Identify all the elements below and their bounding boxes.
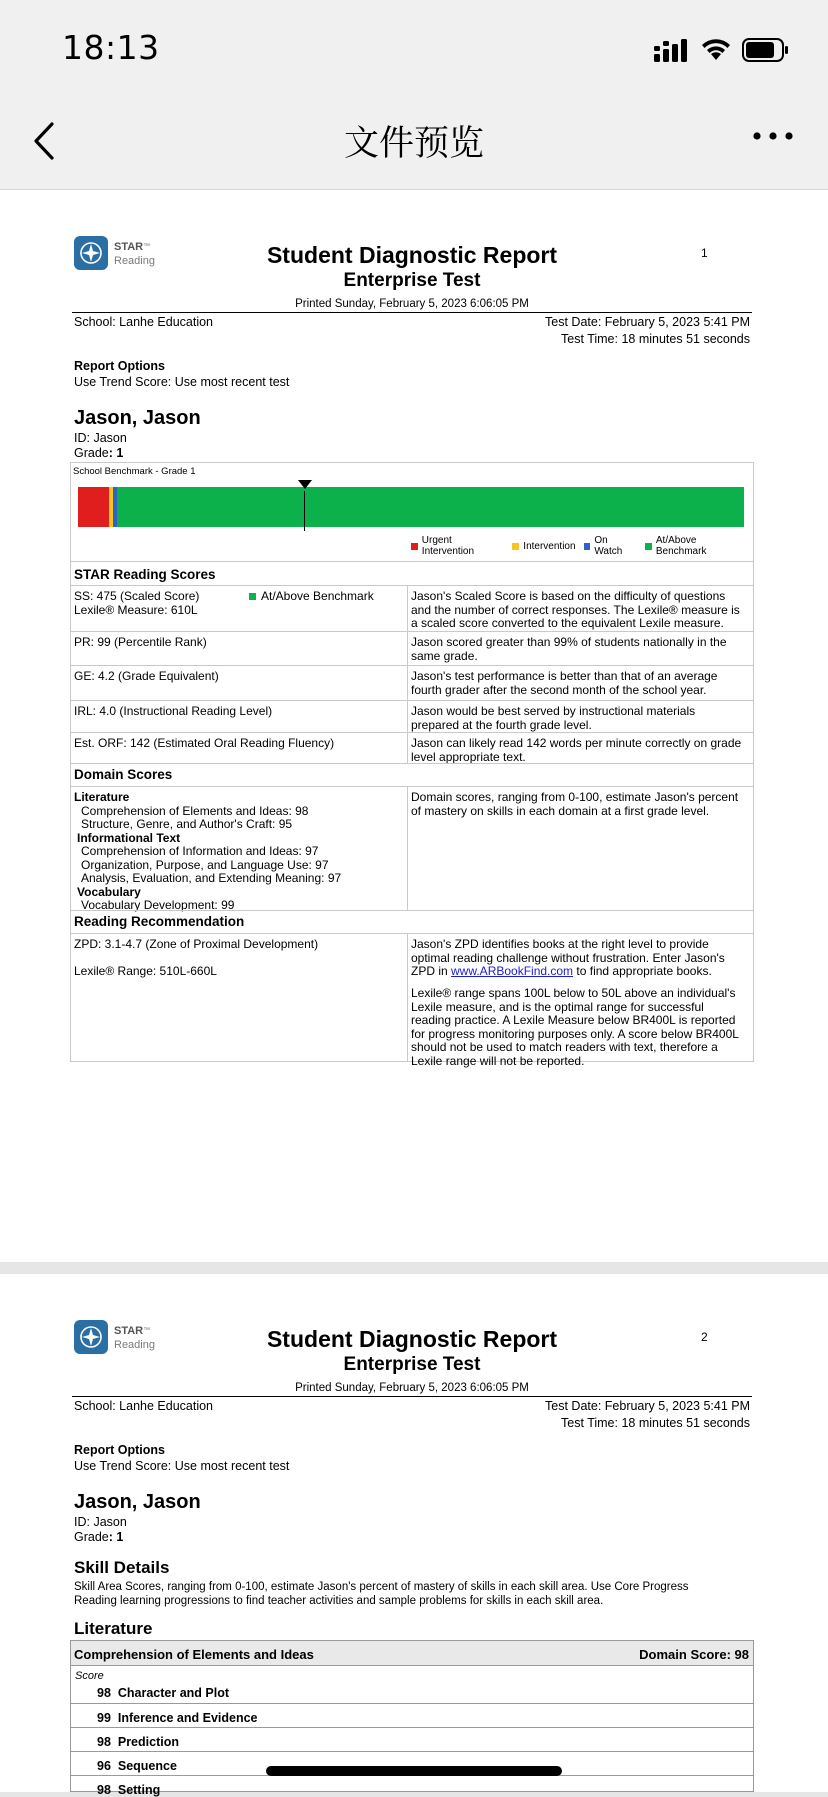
page-number: 2 <box>701 1330 708 1344</box>
legend-intervention: Intervention <box>512 535 575 557</box>
scores-table <box>70 562 754 1068</box>
wifi-icon <box>700 36 732 62</box>
logo-star-text: STAR <box>114 1325 144 1337</box>
percentile-note: Jason scored greater than 99% of students nationally in the same grade. <box>411 635 727 663</box>
zpd-note: Jason's ZPD identifies books at the right level to provide optimal reading challenge without frustration. Enter Jason's ZPD in www.ARBookFind.com to find appropriate books. <box>411 937 725 978</box>
test-time: Test Time: 18 minutes 51 seconds <box>561 332 750 346</box>
report-title: Student Diagnostic Report <box>266 1326 558 1352</box>
school-name: School: Lanhe Education <box>74 315 213 329</box>
zpd-value: ZPD: 3.1-4.7 (Zone of Proximal Development) <box>74 937 319 951</box>
document-page-1: STAR™ Reading Student Diagnostic Report Enterprise Test Printed Sunday, February 5, 2023 6:06:05 PM 1 School: Lanhe Education Test Date: February 5, 2023 5:41 PM Test Time: 18 minutes 51 seconds Report Options Use Trend Score: Use most recent test Jason, Jason ID: Jason Grade: 1 School Benchmark - Grade 1 Urgent Intervention Intervention On Watch At/Above Benchmark STAR Reading Scores SS: 475 (Scaled Score) Lexile® Measure: 610L At/Above Benchmark Jason's Scaled Score is based on the difficulty of questions and the number of correct responses. The Lexile® measure is a scaled score converted to the equivalent Lexile measure. PR: 99 (Percentile Rank) Jason scored greater than 99% of students nationally in the same grade. GE: 4.2 (Grade Equivalent) Jason's test performance is better than that of an average fourth grader after the second month of the school year. IRL: 4.0 (Instructional Reading Level) Jason would be best served by instructional materials prepared at the fourth grade level. Est. ORF: 142 (Estimated Oral Reading Fluency) Jason can likely read 142 words per minute correctly on grade level appropriate text. Domain Scores Literature Comprehension of Elements and Ideas: 98 Structure, Genre, and Author's Craft: 95 Informational Text Comprehension of Information and Ideas: 97 Organization, Purpose, and Language Use: 97 Analysis, Evaluation, and Extending Meaning: 97 Vocabulary Vocabulary Development: 99 Domain scores, ranging from 0-100, estimate Jason's percent of mastery on skills in each domain at a first grade level. Reading Recommendation ZPD: 3.1-4.7 (Zone of Proximal Development) Lexile® Range: 510L-660L Jason's ZPD identifies books at the right level to provide optimal reading challenge without frustration. Enter Jason's ZPD in www.ARBookFind.com to find appropriate books. Lexile® range spans 100L below to 50L above an individual's Lexile measure, and is the optimal range for successful reading practice. A Lexile Measure below BR400L is reported for progress monitoring purposes only. A score below BR400L should not be used to match readers with text, therefore a Lexile range will not be reported. <box>0 190 828 1262</box>
skill-row-1: 99 Inference and Evidence <box>70 1704 754 1728</box>
report-title: Student Diagnostic Report <box>266 242 558 268</box>
score-marker-triangle-icon <box>298 480 312 490</box>
irl-note: Jason would be best served by instructional materials prepared at the fourth grade level. <box>411 704 696 732</box>
lexile-measure: Lexile® Measure: 610L <box>74 603 198 617</box>
scaled-score: SS: 475 (Scaled Score) <box>74 589 200 603</box>
navigation-bar <box>0 96 828 190</box>
benchmark-chart <box>70 462 754 562</box>
score-label-row <box>70 1666 754 1704</box>
logo-star-text: STAR <box>114 241 144 253</box>
lexile-range: Lexile® Range: 510L-660L <box>74 964 217 978</box>
grade-equivalent-note: Jason's test performance is better than that of an average fourth grader after the second month of the school year. <box>411 669 718 697</box>
header-divider <box>72 312 752 313</box>
skill-details-text: Skill Area Scores, ranging from 0-100, estimate Jason's percent of mastery of skills in each skill area. Use Core Progress Reading learning progressions to find teacher activities and sample problems for skills in each skill area. <box>74 1581 689 1607</box>
status-bar <box>0 0 828 96</box>
legend-on-watch: On Watch <box>584 535 638 557</box>
instructional-reading-level: IRL: 4.0 (Instructional Reading Level) <box>74 704 273 718</box>
home-indicator[interactable] <box>266 1766 562 1776</box>
clock: 18:13 <box>62 28 160 67</box>
skill-table-header <box>70 1640 754 1666</box>
skill-table-title: Comprehension of Elements and Ideas <box>74 1647 314 1662</box>
skill-row-4: 98 Setting <box>70 1776 754 1792</box>
arbookfind-link[interactable]: www.ARBookFind.com <box>451 964 574 978</box>
test-date: Test Date: February 5, 2023 5:41 PM <box>545 315 750 329</box>
cellular-signal-icon <box>654 38 688 64</box>
scaled-score-note: Jason's Scaled Score is based on the difficulty of questions and the number of correct responses. The Lexile® measure is a scaled score converted to the equivalent Lexile measure. <box>411 589 740 630</box>
logo-reading-text: Reading <box>114 255 155 267</box>
school-name: School: Lanhe Education <box>74 1399 213 1413</box>
star-reading-logo <box>74 1320 108 1354</box>
document-page-2: STAR™ Reading Student Diagnostic Report Enterprise Test Printed Sunday, February 5, 2023 6:06:05 PM 2 School: Lanhe Education Test Date: February 5, 2023 5:41 PM Test Time: 18 minutes 51 seconds Report Options Use Trend Score: Use most recent test Jason, Jason ID: Jason Grade: 1 Skill Details Skill Area Scores, ranging from 0-100, estimate Jason's percent of mastery of skills in each skill area. Use Core Progress Reading learning progressions to find teacher activities and sample problems for skills in each skill area. Literature Comprehension of Elements and Ideas Domain Score: 98 Score 98 Character and Plot 99 Inference and Evidence 98 Prediction 96 Sequence 98 Setting <box>0 1274 828 1792</box>
test-time: Test Time: 18 minutes 51 seconds <box>561 1416 750 1430</box>
orf-note: Jason can likely read 142 words per minute correctly on grade level appropriate text. <box>411 736 742 764</box>
compass-star-icon <box>78 240 104 266</box>
page-number: 1 <box>701 246 708 260</box>
printed-date: Printed Sunday, February 5, 2023 6:06:05 PM <box>295 1382 529 1394</box>
oral-reading-fluency: Est. ORF: 142 (Estimated Oral Reading Fluency) <box>74 736 335 750</box>
report-options-heading: Report Options <box>74 1443 165 1457</box>
skill-row-2: 98 Prediction <box>70 1728 754 1752</box>
domain-scores-heading: Domain Scores <box>74 767 173 782</box>
test-date: Test Date: February 5, 2023 5:41 PM <box>545 1399 750 1413</box>
domain-list: Literature Comprehension of Elements and Ideas: 98 Structure, Genre, and Author's Craft: 95 Informational Text Comprehension of Information and Ideas: 97 Organization, Purpose, and Language Use: 97 Analysis, Evaluation, and Extending Meaning: 97 Vocabulary Vocabulary Development: 99 <box>74 790 342 912</box>
lexile-note: Lexile® range spans 100L below to 50L above an individual's Lexile measure, and is the optimal range for successful reading practice. A Lexile Measure below BR400L is reported for progress monitoring purposes only. A score below BR400L should not be used to match readers with text, therefore a Lexile range will not be reported. <box>411 986 739 1068</box>
more-options-icon[interactable] <box>750 126 796 146</box>
student-id: ID: Jason <box>74 1515 127 1529</box>
logo-reading-text: Reading <box>114 1339 155 1351</box>
urgent-segment <box>78 487 109 527</box>
score-label: Score <box>75 1670 104 1682</box>
skill-row-0: 98 Character and Plot <box>97 1686 229 1700</box>
printed-date: Printed Sunday, February 5, 2023 6:06:05 PM <box>295 298 529 310</box>
star-scores-heading: STAR Reading Scores <box>74 567 216 582</box>
legend-urgent: Urgent Intervention <box>411 535 504 557</box>
compass-star-icon <box>78 1324 104 1350</box>
report-options-value: Use Trend Score: Use most recent test <box>74 1459 290 1473</box>
student-name: Jason, Jason <box>74 1491 201 1513</box>
student-grade: Grade: 1 <box>74 1530 124 1544</box>
battery-icon <box>742 38 788 62</box>
skill-row-3: 96 Sequence <box>70 1752 754 1776</box>
domain-score: Domain Score: 98 <box>639 1647 749 1662</box>
star-reading-logo <box>74 236 108 270</box>
student-name: Jason, Jason <box>74 407 201 429</box>
at-above-segment <box>117 487 744 527</box>
report-subtitle: Enterprise Test <box>343 270 481 291</box>
score-marker-line <box>304 491 305 531</box>
benchmark-legend <box>411 535 747 557</box>
legend-at-above: At/Above Benchmark <box>645 535 747 557</box>
header-divider <box>72 1396 752 1397</box>
report-options-heading: Report Options <box>74 359 165 373</box>
benchmark-bar <box>78 487 744 527</box>
grade-equivalent: GE: 4.2 (Grade Equivalent) <box>74 669 219 683</box>
literature-heading: Literature <box>74 1619 153 1638</box>
page-title: 文件预览 <box>343 124 484 164</box>
benchmark-badge: At/Above Benchmark <box>249 590 374 604</box>
reading-recommendation-heading: Reading Recommendation <box>74 914 245 929</box>
report-subtitle: Enterprise Test <box>343 1354 481 1375</box>
domain-note: Domain scores, ranging from 0-100, estimate Jason's percent of mastery on skills in each domain at a first grade level. <box>411 790 739 818</box>
percentile-rank: PR: 99 (Percentile Rank) <box>74 635 207 649</box>
student-grade: Grade: 1 <box>74 446 124 460</box>
report-options-value: Use Trend Score: Use most recent test <box>74 375 290 389</box>
skill-details-heading: Skill Details <box>74 1558 170 1577</box>
student-id: ID: Jason <box>74 431 127 445</box>
benchmark-label: School Benchmark - Grade 1 <box>73 466 196 477</box>
